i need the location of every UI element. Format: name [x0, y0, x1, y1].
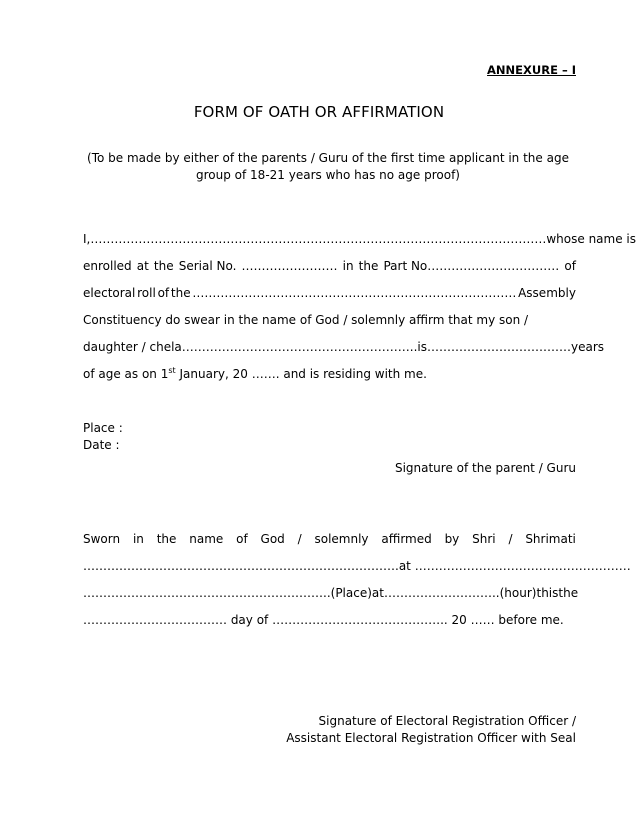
sworn-text: (hour): [499, 586, 537, 600]
sworn-line-4: [83, 611, 576, 638]
oath-text: the: [358, 259, 379, 273]
hour-blank: ………………………..: [383, 586, 500, 600]
parent-signature-label: Signature of the parent / Guru: [394, 461, 576, 475]
part-no-blank: Part No……………………………: [383, 259, 560, 273]
sworn-word: /: [297, 532, 302, 546]
oath-text: roll: [137, 286, 156, 300]
oath-text: of: [157, 286, 170, 300]
oath-line-3: [83, 284, 576, 311]
serial-no-blank: ……………………: [241, 259, 338, 273]
oath-line-2: [83, 257, 576, 284]
oath-line-4: [83, 311, 576, 338]
oath-text: Constituency do swear in the name of God / solemnly affirm that my son /: [83, 313, 529, 327]
sworn-text: at: [371, 586, 384, 600]
oath-text: at: [136, 259, 149, 273]
oath-text: electoral: [83, 286, 136, 300]
sworn-text: (Place): [330, 586, 372, 600]
oath-text: is: [417, 340, 427, 354]
officer-signature-line-1: Signature of Electoral Registration Officer /: [318, 714, 576, 728]
oath-text: years: [571, 340, 605, 354]
place-label: Place :: [83, 421, 123, 435]
oath-text: whose name is: [546, 232, 637, 246]
sworn-text: this: [536, 586, 559, 600]
oath-line-5: [83, 338, 605, 365]
sworn-word: /: [508, 532, 513, 546]
assembly-blank: ………………………………………………………………………: [192, 286, 517, 300]
oath-line-1: [83, 230, 637, 257]
age-blank: ………………………………: [427, 340, 571, 354]
sworn-word: of: [236, 532, 248, 546]
oath-text: the: [170, 286, 191, 300]
child-name-blank: …………………………………………………..: [181, 340, 418, 354]
sworn-line-1: [83, 530, 576, 557]
sworn-line-2: [83, 557, 631, 584]
sworn-text: ……………………………… day of …………………………………….. 20 …… before me.: [83, 613, 564, 627]
sworn-text: the: [558, 586, 579, 600]
sworn-word: affirmed: [381, 532, 432, 546]
sworn-word: name: [189, 532, 224, 546]
oath-paragraph: [83, 230, 637, 392]
form-title: FORM OF OATH OR AFFIRMATION: [193, 103, 445, 121]
date-label: Date :: [83, 438, 120, 452]
sworn-word: by: [444, 532, 460, 546]
oath-text: in: [342, 259, 354, 273]
annexure-heading: ANNEXURE – I: [487, 63, 576, 77]
sworn-paragraph: [83, 530, 631, 638]
oath-text: enrolled: [83, 259, 132, 273]
sworn-word: in: [132, 532, 144, 546]
name-blank: ……………………………………………………………………………………………………: [90, 232, 547, 246]
oath-text: Serial No.: [178, 259, 237, 273]
oath-text: Assembly: [518, 286, 576, 300]
oath-line-6: [83, 365, 576, 392]
oath-text: of: [564, 259, 576, 273]
sworn-word: solemnly: [314, 532, 369, 546]
ordinal-suffix: st: [168, 366, 176, 375]
place-blank: ……………………………………………………..: [83, 586, 331, 600]
sworn-word: Sworn: [83, 532, 121, 546]
oath-text: I,: [83, 232, 91, 246]
officer-signature-block: [286, 713, 576, 747]
oath-text: daughter / chela: [83, 340, 182, 354]
sworn-word: God: [260, 532, 285, 546]
oath-text: of age as on 1st January, 20 ……. and is residing with me.: [83, 366, 427, 381]
sworn-line-3: [83, 584, 579, 611]
sworn-word: Shri: [472, 532, 496, 546]
place-date-block: [83, 420, 123, 454]
sworn-word: Shrimati: [525, 532, 576, 546]
sworn-text: …………………………………………………………………….at ………………………………………………: [83, 559, 631, 573]
officer-signature-line-2: Assistant Electoral Registration Officer with Seal: [286, 731, 576, 745]
oath-text: the: [153, 259, 174, 273]
sworn-word: the: [156, 532, 177, 546]
form-subtitle: (To be made by either of the parents / Guru of the first time applicant in the age group of 18-21 years who has no age proof): [87, 151, 569, 182]
